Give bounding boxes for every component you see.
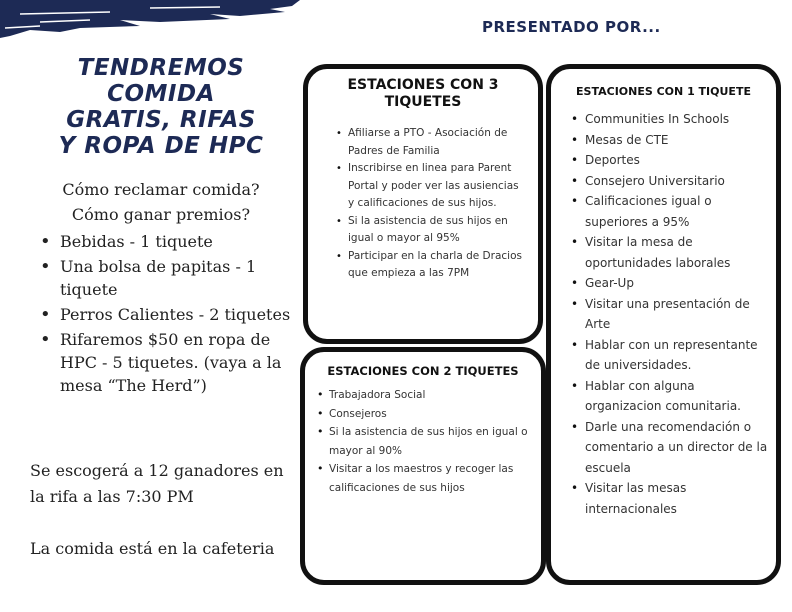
- question-win-prizes: Cómo ganar premios?: [71, 205, 251, 224]
- list-item: • Perros Calientes - 2 tiquetes: [60, 303, 292, 326]
- list-item: • Rifaremos $50 en ropa de HPC - 5 tiquetes. (vaya a la mesa “The Herd”): [60, 328, 292, 397]
- list-item: • Communities In Schools: [585, 109, 768, 130]
- list-item: • Participar en la charla de Dracios que empieza a las 7PM: [348, 248, 526, 283]
- list-item: • Visitar una presentación de Arte: [585, 294, 768, 335]
- card-title: ESTACIONES CON 3 TIQUETES: [347, 77, 499, 110]
- list-item: • Si la asistencia de sus hijos en igual o mayor al 90%: [329, 423, 533, 460]
- card-title: ESTACIONES CON 1 TIQUETE: [576, 85, 751, 98]
- list-item: • Visitar las mesas internacionales: [585, 478, 768, 519]
- list-item: • Darle una recomendación o comentario a un director de la escuela: [585, 417, 768, 479]
- list-item: • Visitar la mesa de oportunidades laborales: [585, 232, 768, 273]
- list-item: • Si la asistencia de sus hijos en igual o mayor al 95%: [348, 213, 526, 248]
- stations-2-tickets-card: [300, 347, 546, 585]
- card-title: ESTACIONES CON 2 TIQUETES: [327, 364, 519, 378]
- list-item: • Trabajadora Social: [329, 386, 533, 405]
- list-item: • Bebidas - 1 tiquete: [60, 230, 292, 253]
- list-item: • Afiliarse a PTO - Asociación de Padres de Familia: [348, 125, 526, 160]
- list-item: • Deportes: [585, 150, 768, 171]
- brush-stroke-decoration: [0, 0, 300, 40]
- raffle-winners-text: Se escogerá a 12 ganadores en la rifa a las 7:30 PM: [30, 461, 284, 506]
- headline-line: GRATIS, RIFAS: [66, 107, 256, 133]
- list-item: • Hablar con alguna organizacion comunitaria.: [585, 376, 768, 417]
- stations-3-tickets-card: [303, 64, 543, 344]
- list-item: • Mesas de CTE: [585, 130, 768, 151]
- presented-by-heading: PRESENTADO POR...: [482, 18, 661, 36]
- headline-line: COMIDA: [107, 81, 215, 107]
- question-claim-food: Cómo reclamar comida?: [62, 180, 260, 199]
- ticket-price-list: [30, 230, 292, 399]
- stations-3-list: [308, 125, 538, 283]
- headline: [40, 55, 282, 159]
- list-item: • Gear-Up: [585, 273, 768, 294]
- list-item: • Inscribirse en linea para Parent Portal y poder ver las ausiencias y calificaciones de sus hijos.: [348, 160, 526, 213]
- list-item: • Hablar con un representante de universidades.: [585, 335, 768, 376]
- food-location-text: La comida está en la cafeteria: [30, 539, 275, 558]
- list-item: • Una bolsa de papitas - 1 tiquete: [60, 255, 292, 301]
- list-item: • Consejeros: [329, 405, 533, 424]
- list-item: • Calificaciones igual o superiores a 95%: [585, 191, 768, 232]
- headline-line: Y ROPA DE HPC: [58, 133, 264, 159]
- stations-1-ticket-card: [546, 64, 781, 585]
- stations-1-list: [551, 109, 776, 519]
- list-item: • Consejero Universitario: [585, 171, 768, 192]
- headline-line: TENDREMOS: [77, 55, 245, 81]
- list-item: • Visitar a los maestros y recoger las calificaciones de sus hijos: [329, 460, 533, 497]
- stations-2-list: [305, 386, 541, 497]
